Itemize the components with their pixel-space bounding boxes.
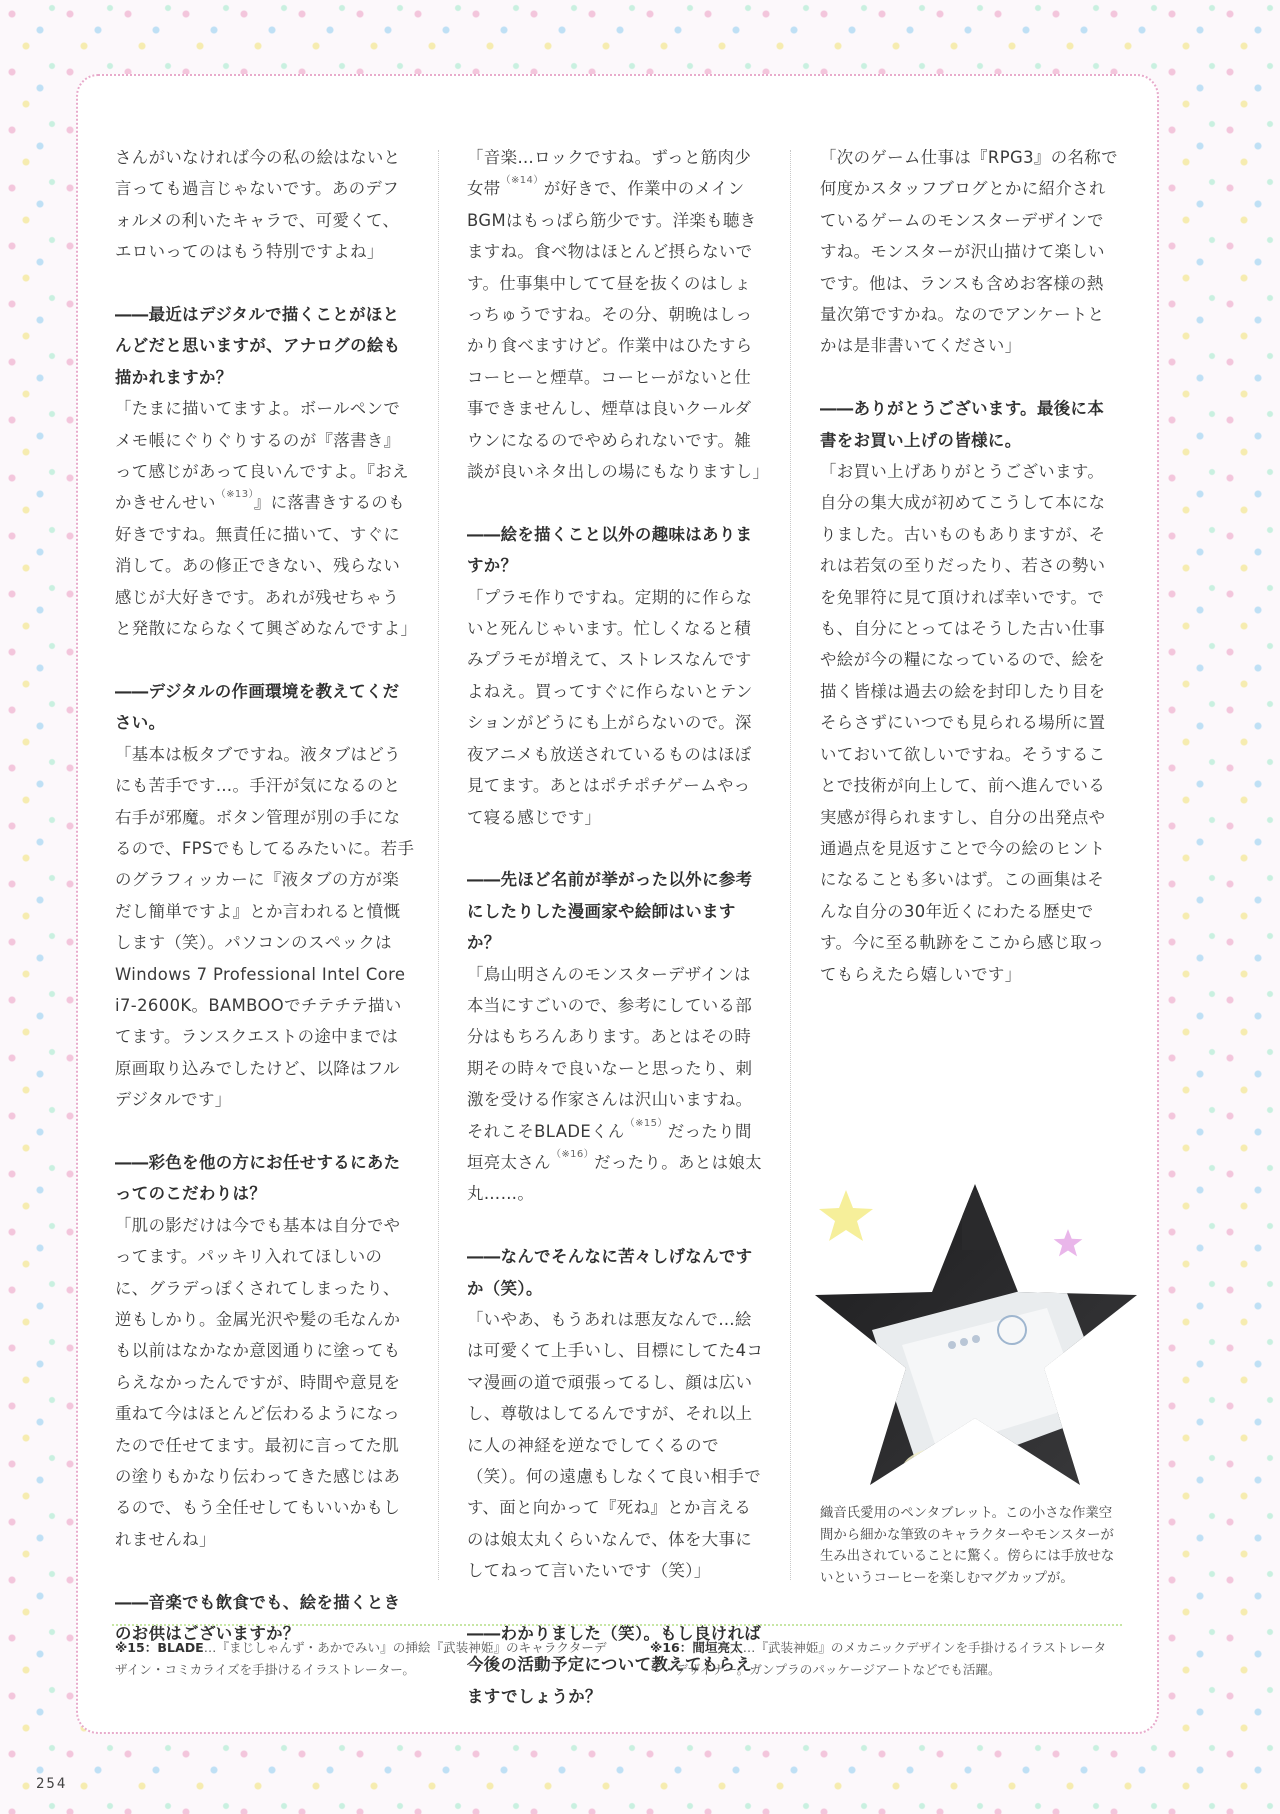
interview-question: ――デジタルの作画環境を教えてください。 (115, 681, 400, 733)
interview-answer: 「次のゲーム仕事は『RPG3』の名称で何度かスタッフブログとかに紹介されているゲームのモンスターデザインですね。モンスターが沢山描けて楽しいです。他は、ランスも含めお客様の熱量次第ですかね。なのでアンケートとかは是非書いてください」 (820, 148, 1118, 356)
photo-caption: 織音氏愛用のペンタブレット。この小さな作業空間から細かな筆致のキャラクターやモンスターが生み出されていることに驚く。傍らには手放せないというコーヒーを楽しむマグカップが。 (820, 1506, 1115, 1586)
footnote-label: ※16：間垣亮太 (650, 1640, 743, 1655)
footnote-rule (112, 1624, 1122, 1626)
interview-question: ――音楽でも飲食でも、絵を描くときのお供はございますか？ (115, 1592, 401, 1644)
answer-text: 「鳥山明さんのモンスターデザインは本当にすごいので、参考にしている部分はもちろんあります。あとはその時期その時々で良いなーと思ったり、刺激を受ける作家さんは沢山いますね。それこそBLADEくん (467, 964, 753, 1141)
star-photo-frame (812, 1180, 1140, 1492)
paragraph-gap (115, 1116, 415, 1147)
interview-answer: 「肌の影だけは今でも基本は自分でやってます。パッキリ入れてほしいのに、グラデっぽくされてしまったり、逆もしかり。金属光沢や髪の毛なんかも以前はなかなか意図通りに塗ってもらえなかったんですが、時間や意見を重ねて今はほとんど伝わるようになったので任せてます。最初に言ってた肌の塗りもかなり伝わってきた感じはあるので、もう全任せしてもいいかもしれませんね」 (115, 1215, 401, 1549)
footnote-text: …『まじしゃんず・あかでみい』の挿絵『武装神姫』のキャラクターデザイン・コミカライズを手掛けるイラストレーター。 (115, 1640, 607, 1677)
paragraph-gap (467, 833, 767, 864)
interview-question: ――先ほど名前が挙がった以外に参考にしたりした漫画家や絵師はいますか？ (467, 870, 753, 953)
interview-question: ――彩色を他の方にお任せするにあたってのこだわりは？ (115, 1152, 401, 1204)
interview-answer: 「いやあ、もうあれは悪友なんで…絵は可愛くて上手いし、目標にしてた4コマ漫画の道で頑張ってるし、顔は広いし、尊敬はしてるんですが、それ以上に人の神経を逆なでしてくるので（笑）。何の遠慮もしなくて良い相手です、面と向かって『死ね』とか言えるのは娘太丸くらいなんで、体を大事にしてねって言いたいです（笑）」 (467, 1309, 764, 1581)
column-divider (438, 150, 439, 1580)
interview-answer: 「お買い上げありがとうございます。自分の集大成が初めてこうして本になりました。古いものもありますが、それは若気の至りだったり、若さの勢いを免罪符に見て頂ければ幸いです。でも、自分にとってはそうした古い仕事や絵が今の糧になっているので、絵を描く皆様は過去の絵を封印したり目をそらさずにいつでも見られる場所に置いておいて欲しいですね。そうすることで技術が向上して、前へ進んでいる実感が得られますし、自分の出発点や通過点を見返すことで今の絵のヒントになることも多いはず。この画集はそんな自分の30年近くにわたる歴史です。今に至る軌跡をここから感じ取ってもらえたら嬉しいです」 (820, 462, 1106, 984)
footnote-text: …『武装神姫』のメカニックデザインを手掛けるイラストレーター・デザイナー。ガンプラのパッケージアートなどでも活躍。 (650, 1640, 1107, 1677)
page-number: 254 (36, 1776, 68, 1792)
answer-text: だったり間垣亮太さん (467, 1121, 752, 1172)
text-column-1 (115, 142, 418, 1649)
paragraph-gap (115, 1555, 415, 1586)
interview-answer (467, 142, 770, 487)
column-divider (790, 150, 791, 1580)
paragraph-gap (467, 1210, 767, 1241)
footnote-ref: （※13） (215, 489, 254, 501)
interview-question: ――なんでそんなに苦々しげなんですか（笑）。 (467, 1247, 753, 1298)
paragraph-gap (467, 487, 767, 518)
text-column-2 (467, 142, 770, 1712)
paragraph-gap (820, 362, 1120, 393)
footnote-ref: （※16） (550, 1148, 595, 1160)
answer-text: 』に落書きするのも好きですね。無責任に描いて、すぐに消して。あの修正できない、残らない感じが大好きです。あれが残せちゃうと発散にならなくて興ざめなんですよ」 (115, 493, 418, 639)
answer-text: だったり。あとは娘太丸……。 (467, 1152, 762, 1204)
answer-text: が好きで、作業中のメインBGMはもっぱら筋少です。洋楽も聴きますね。食べ物はほとんど摂らないです。仕事集中してて昼を抜くのはしょっちゅうですね。その分、朝晩はしっかり食べますけど。作業中はひたすらコーヒーと煙草。コーヒーがないと仕事できませんし、煙草は良いクールダウンになるのでやめられないです。雑談が良いネタ出しの場にもなりますし」 (467, 179, 770, 482)
answer-text: 「たまに描いてますよ。ボールペンでメモ帳にぐりぐりするのが『落書き』って感じがあって良いんですよ。『おえかきせんせい (115, 399, 409, 513)
footnote-16 (650, 1637, 1120, 1681)
paragraph-gap (115, 644, 415, 675)
interview-question: ――わかりました（笑）。もし良ければ今後の活動予定について教えてもらえますでしょうか？ (467, 1624, 762, 1706)
answer-text: 「音楽…ロックですね。ずっと筋肉少女帯 (467, 148, 752, 199)
interview-answer: さんがいなければ今の私の絵はないと言っても過言じゃないです。あのデフォルメの利いたキャラで、可愛くて、エロいってのはもう特別ですよね」 (115, 148, 401, 262)
interview-question: ――最近はデジタルで描くことがほとんどだと思いますが、アナログの絵も描かれますか？ (115, 305, 401, 387)
footnote-label: ※15：BLADE (115, 1640, 204, 1655)
text-column-3 (820, 142, 1120, 990)
interview-answer (115, 393, 418, 644)
footnote-15 (115, 1637, 615, 1681)
interview-answer: 「基本は板タブですね。液タブはどうにも苦手です…。手汗が気になるのと右手が邪魔。ボタン管理が別の手になるので、FPSでもしてるみたいに。若手のグラフィッカーに『液タブの方が楽だし簡単ですよ』とか言われると憤慨します（笑）。パソコンのスペックはWindows 7 Professional Intel Core i7-2600K。BAMBOOでチテチテ描いてます。ランスクエストの途中までは原画取り込みでしたけど、以降はフルデジタルです」 (115, 744, 415, 1110)
interview-question: ――絵を描くこと以外の趣味はありますか？ (467, 524, 753, 576)
interview-answer: 「プラモ作りですね。定期的に作らないと死んじゃいます。忙しくなると積みプラモが増えて、ストレスなんですよねえ。買ってすぐに作らないとテンションがどうにも上がらないので。深夜アニメも放送されているものはほぼ見てます。あとはポチポチゲームやって寝る感じです」 (467, 587, 753, 827)
paragraph-gap (115, 268, 415, 299)
interview-question: ――ありがとうございます。最後に本書をお買い上げの皆様に。 (820, 399, 1105, 450)
paragraph-gap (467, 1587, 767, 1618)
footnote-ref: （※14） (500, 175, 544, 187)
interview-answer (467, 959, 767, 1210)
footnote-ref: （※15） (624, 1117, 668, 1129)
